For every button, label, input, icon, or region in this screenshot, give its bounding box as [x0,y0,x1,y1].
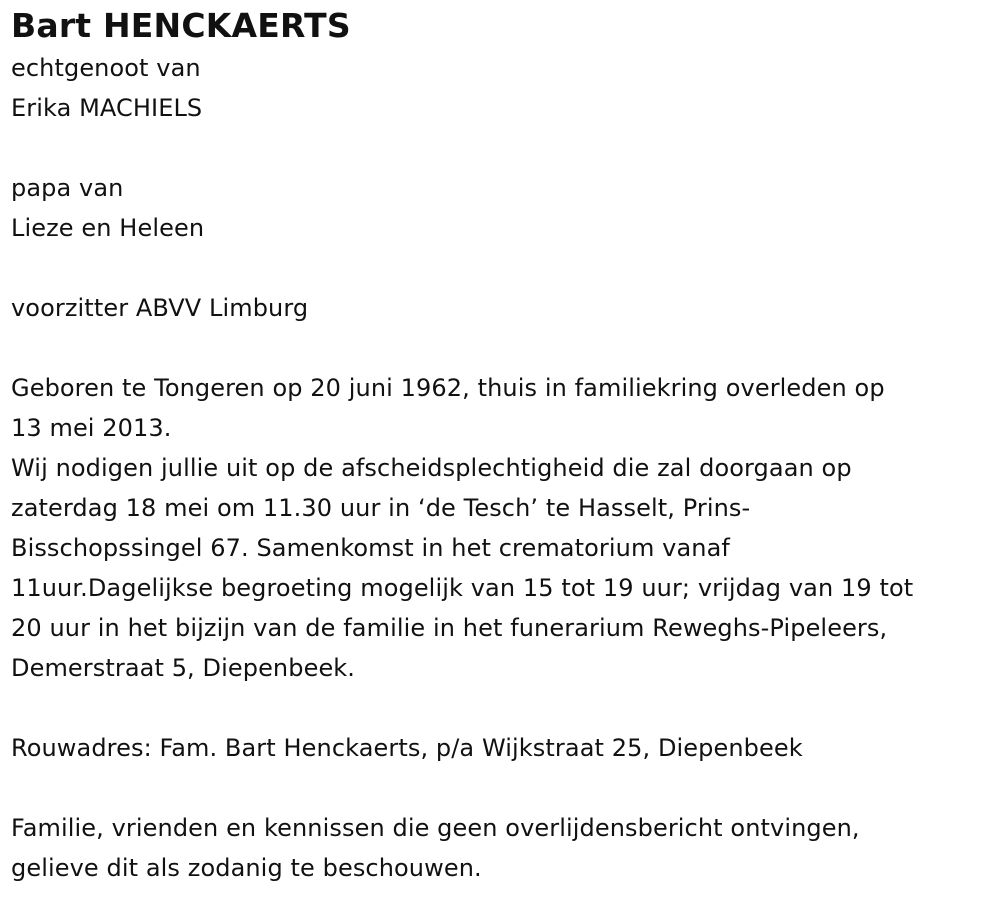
mourning-address: Rouwadres: Fam. Bart Henckaerts, p/a Wijkstraat 25, Diepenbeek [11,734,803,762]
spouse-intro: echtgenoot van [11,54,201,82]
body-line: Geboren te Tongeren op 20 juni 1962, thuis in familiekring overleden op [11,374,885,402]
closing-line: Familie, vrienden en kennissen die geen overlijdensbericht ontvingen, [11,814,860,842]
closing-line: gelieve dit als zodanig te beschouwen. [11,854,482,882]
body-line: Wij nodigen jullie uit op de afscheidsplechtigheid die zal doorgaan op [11,454,852,482]
body-line: Bisschopssingel 67. Samenkomst in het crematorium vanaf [11,534,730,562]
spacer [11,688,996,728]
children-names: Lieze en Heleen [11,214,205,242]
children-intro: papa van [11,174,124,202]
closing-paragraph [11,808,996,888]
obituary-notice [11,4,996,888]
spacer [11,328,996,368]
body-line: zaterdag 18 mei om 11.30 uur in ‘de Tesch’ te Hasselt, Prins- [11,494,751,522]
spacer [11,248,996,288]
body-line: 11uur.Dagelijkse begroeting mogelijk van 15 tot 19 uur; vrijdag van 19 tot [11,574,914,602]
body-line: 13 mei 2013. [11,414,172,442]
body-paragraph [11,368,996,688]
spacer [11,768,996,808]
spouse-name: Erika MACHIELS [11,94,203,122]
deceased-name: Bart HENCKAERTS [11,6,351,45]
body-line: Demerstraat 5, Diepenbeek. [11,654,356,682]
spacer [11,128,996,168]
role-line: voorzitter ABVV Limburg [11,294,309,322]
body-line: 20 uur in het bijzijn van de familie in het funerarium Reweghs-Pipeleers, [11,614,888,642]
